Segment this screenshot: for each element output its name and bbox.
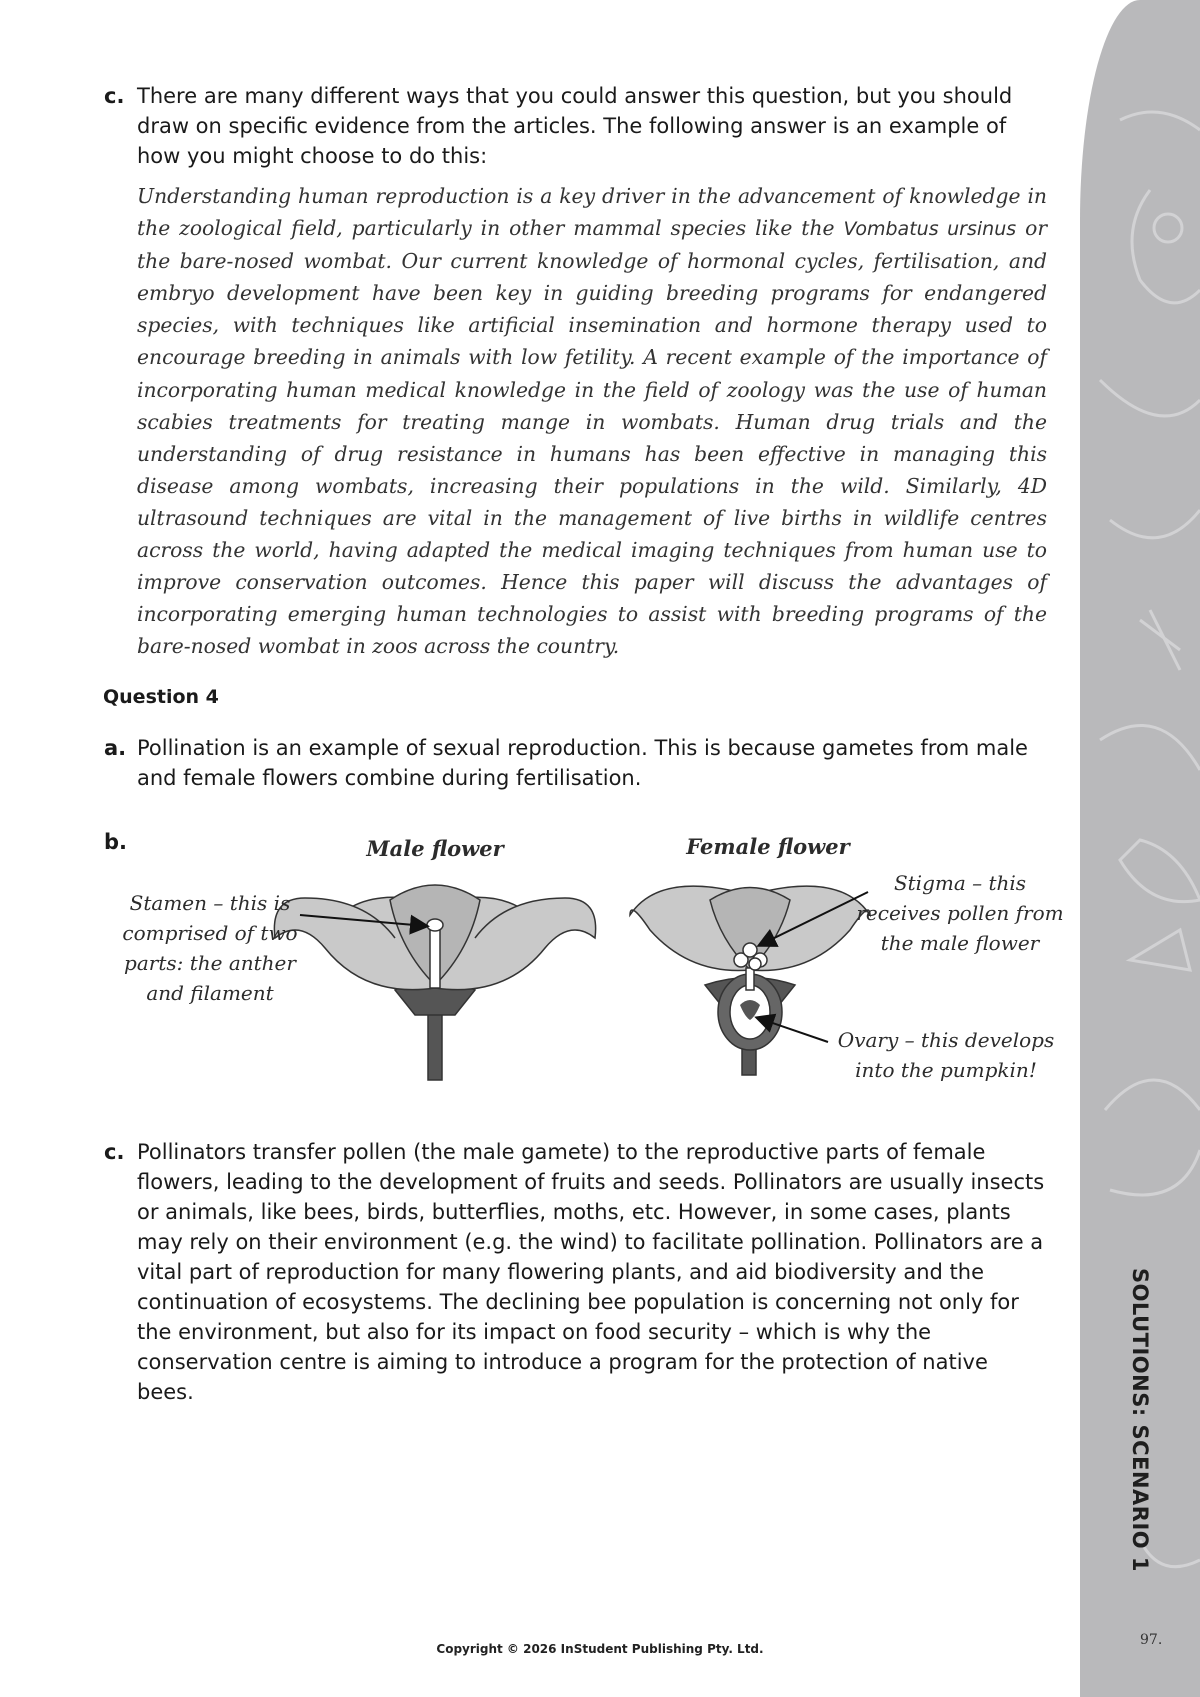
q4-heading: Question 4 bbox=[103, 686, 219, 708]
q3-c-answer-part1: Understanding human reproduction is a key driver in the advancement of knowledge in the zoological field, particularly in other mammal species like the bbox=[137, 184, 1047, 241]
ovary-label: Ovary – this develops into the pumpkin! bbox=[837, 1028, 1055, 1082]
q4-part-c bbox=[104, 1137, 1050, 1407]
stamen-label: Stamen – this is comprised of two parts: the anther and filament bbox=[122, 891, 298, 1005]
male-flower-title: Male flower bbox=[366, 836, 504, 861]
male-flower bbox=[274, 885, 595, 1080]
q3-c-answer-part2: or the bare-nosed wombat. Our current knowledge of hormonal cycles, fertilisation, and embryo development have been key in guiding breeding programs for endangered species, with techniques like artificial insemination and hormone therapy used to encourage breeding in animals with low fetility. A recent example of the importance of incorporating human medical knowledge in the field of zoology was the use of human scabies treatments for treating mange in wombats. Human drug trials and the understanding of drug resistance in humans has been effective in managing this disease among wombats, increasing their populations in the wild. Similarly, 4D ultrasound techniques are vital in the management of live births in wildlife centres across the world, having adapted the medical imaging techniques from human use to improve conservation outcomes. Hence this paper will discuss the advantages of incorporating emerging human technologies to assist with breeding programs of the bare-nosed wombat in zoos across the country. bbox=[137, 216, 1048, 659]
q3-c-intro: There are many different ways that you could answer this question, but you should draw on specific evidence from the articles. The following answer is an example of how you might choose to do this: bbox=[137, 84, 1013, 168]
page-number: 97. bbox=[1140, 1632, 1163, 1648]
female-flower-title: Female flower bbox=[686, 834, 850, 859]
sidebar-section-title: SOLUTIONS: SCENARIO 1 bbox=[1128, 1268, 1152, 1573]
q3-c-answer-species: Vombatus ursinus bbox=[843, 218, 1017, 241]
stigma-label: Stigma – this receives pollen from the male flower bbox=[856, 871, 1064, 955]
copyright-footer: Copyright © 2026 InStudent Publishing Pty. Ltd. bbox=[436, 1642, 764, 1656]
q4-a-marker: a. bbox=[104, 736, 127, 760]
q3-c-marker: c. bbox=[104, 84, 125, 108]
q4-c-text: Pollinators transfer pollen (the male gamete) to the reproductive parts of female flowers, leading to the development of fruits and seeds. Pollinators are usually insects or animals, like bees, birds, butterflies, moths, etc. However, in some cases, plants may rely on their environment (e.g. the wind) to facilitate pollination. Pollinators are a vital part of reproduction for many flowering plants, and aid biodiversity and the continuation of ecosystems. The declining bee population is concerning not only for the environment, but also for its impact on food security – which is why the conservation centre is aiming to introduce a program for the protection of native bees. bbox=[137, 1140, 1045, 1404]
q4-a-text: Pollination is an example of sexual reproduction. This is because gametes from male and female flowers combine during fertilisation. bbox=[137, 736, 1028, 790]
q4-c-marker: c. bbox=[104, 1140, 125, 1164]
q4-b-marker: b. bbox=[104, 830, 128, 854]
